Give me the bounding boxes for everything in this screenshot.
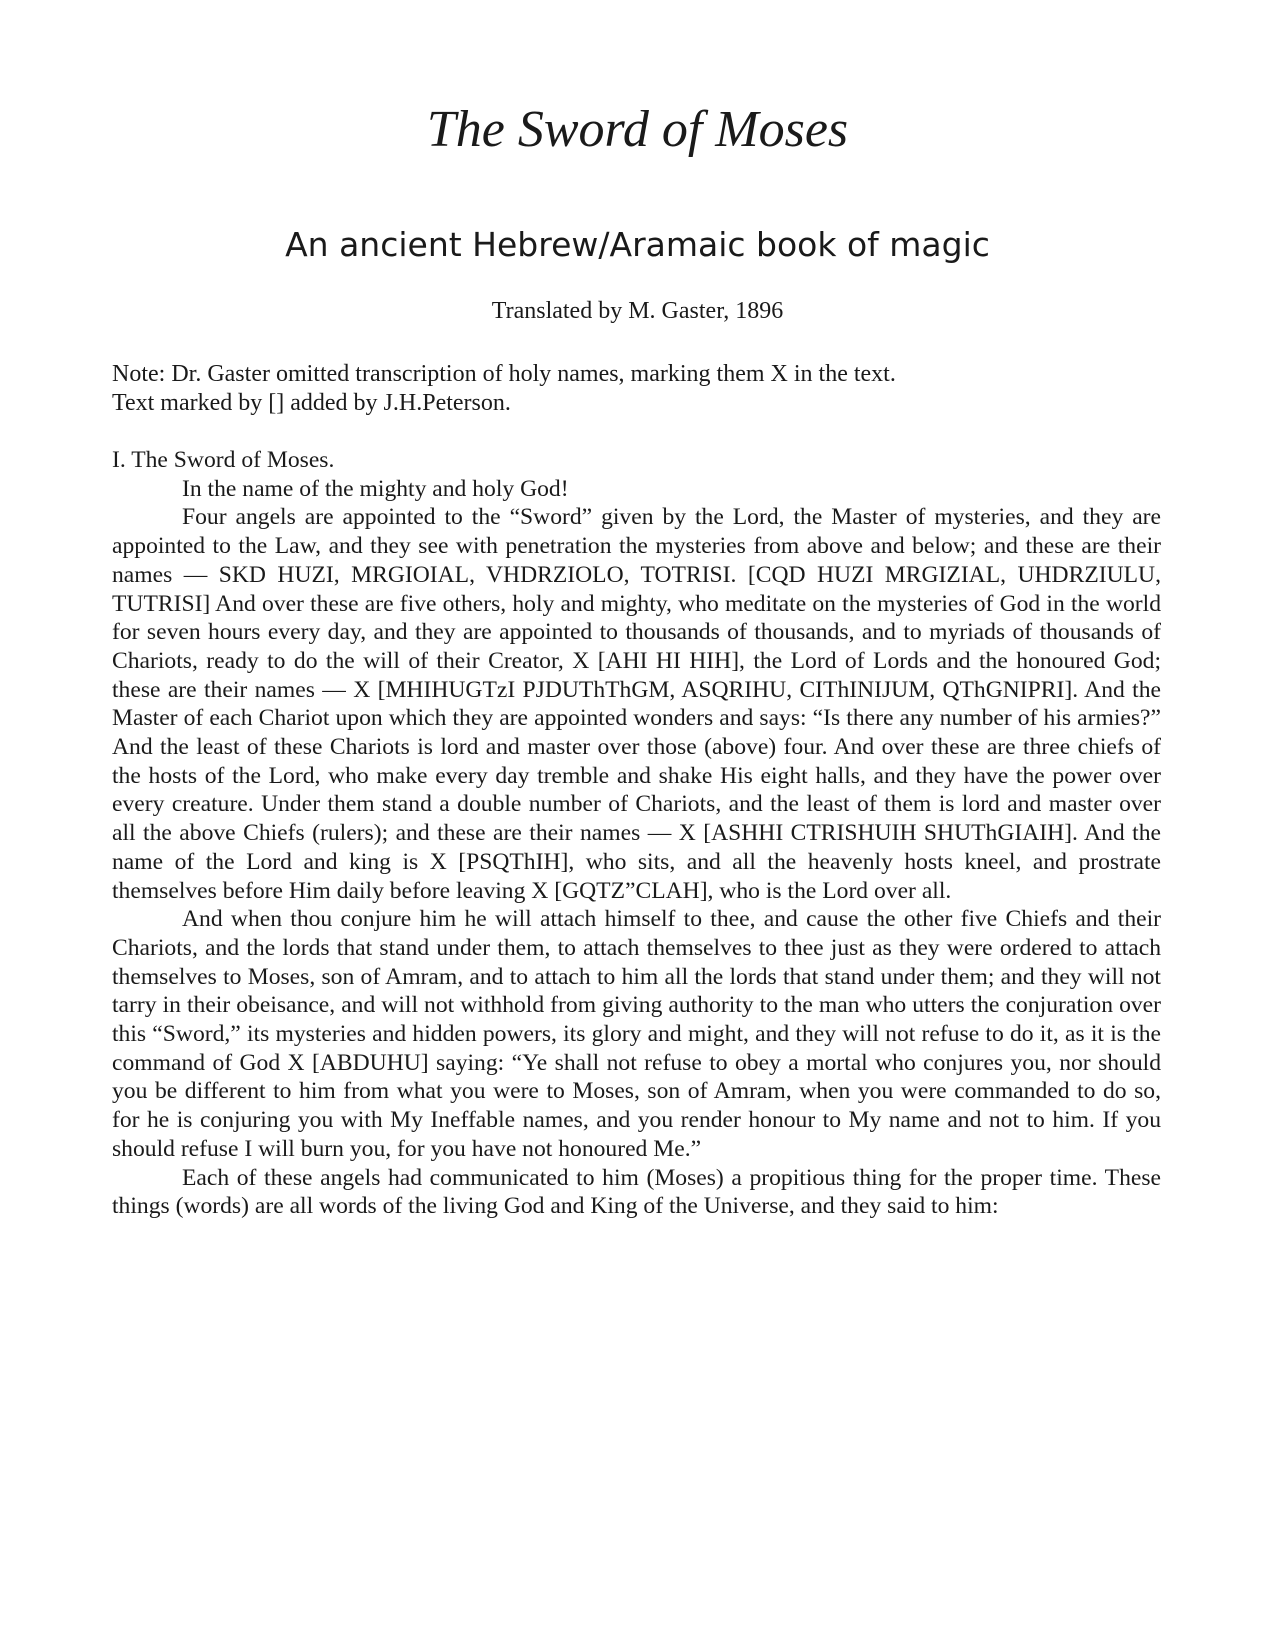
paragraph: And when thou conjure him he will attach himself to thee, and cause the other five Chiefs and their Chariots, and the lords that stand under them, to attach themselves to thee just as they were ordered to attach themselves to Moses, son of Amram, and to attach to him all the lords that stand under them; and they will not tarry in their obeisance, and will not withhold from giving authority to the man who utters the conjuration over this “Sword,” its mysteries and hidden powers, its glory and might, and they will not refuse to do it, as it is the command of God X [ABDUHU] saying: “Ye shall not refuse to obey a mortal who conjures you, nor should you be different to him from what you were to Moses, son of Amram, when you were commanded to do so, for he is conjuring you with My Ineffable names, and you render honour to My name and not to him. If you should refuse I will burn you, for you have not honoured Me.”	[112, 906, 1161, 1162]
document-title: The Sword of Moses	[426, 101, 849, 158]
translator-credit: Translated by M. Gaster, 1896	[491, 298, 784, 324]
paragraph: Four angels are appointed to the “Sword” given by the Lord, the Master of mysteries, and they are appointed to the Law, and they see with penetration the mysteries from above and below; and these are their names — SKD HUZI, MRGIOIAL, VHDRZIOLO, TOTRISI. [CQD HUZI MRGIZIAL, UHDRZIULU, TUTRISI] And over these are five others, holy and mighty, who meditate on the mysteries of God in the world for seven hours every day, and they are appointed to thousands of thousands, and to myriads of thousands of Chariots, ready to do the will of their Creator, X [AHI HI HIH], the Lord of Lords and the honoured God; these are their names — X [MHIHUGTzI PJDUThThGM, ASQRIHU, CIThINIJUM, QThGNIPRI]. And the Master of each Chariot upon which they are appointed wonders and says: “Is there any number of his armies?” And the least of these Chariots is lord and master over those (above) four. And over these are three chiefs of the hosts of the Lord, who make every day tremble and shake His eight halls, and they have the power over every creature. Under them stand a double number of Chariots, and the least of them is lord and master over all the above Chiefs (rulers); and these are their names — X [ASHHI CTRISHUIH SHUThGIAIH]. And the name of the Lord and king is X [PSQThIH], who sits, and all the heavenly hosts kneel, and prostrate themselves before Him daily before leaving X [GQTZ”CLAH], who is the Lord over all.	[112, 504, 1161, 904]
paragraph: In the name of the mighty and holy God!	[182, 475, 569, 502]
note-line-omitted-names: Note: Dr. Gaster omitted transcription of holy names, marking them X in the text.	[112, 361, 896, 387]
note-line-brackets: Text marked by [] added by J.H.Peterson.	[112, 390, 511, 416]
body-text	[112, 446, 1161, 1221]
document-subtitle: An ancient Hebrew/Aramaic book of magic	[285, 225, 990, 264]
editor-notes	[112, 360, 1162, 418]
section-heading: I. The Sword of Moses.	[112, 447, 335, 473]
paragraph: Each of these angels had communicated to him (Moses) a propitious thing for the proper time. These things (words) are all words of the living God and King of the Universe, and they said to him:	[112, 1164, 1161, 1220]
